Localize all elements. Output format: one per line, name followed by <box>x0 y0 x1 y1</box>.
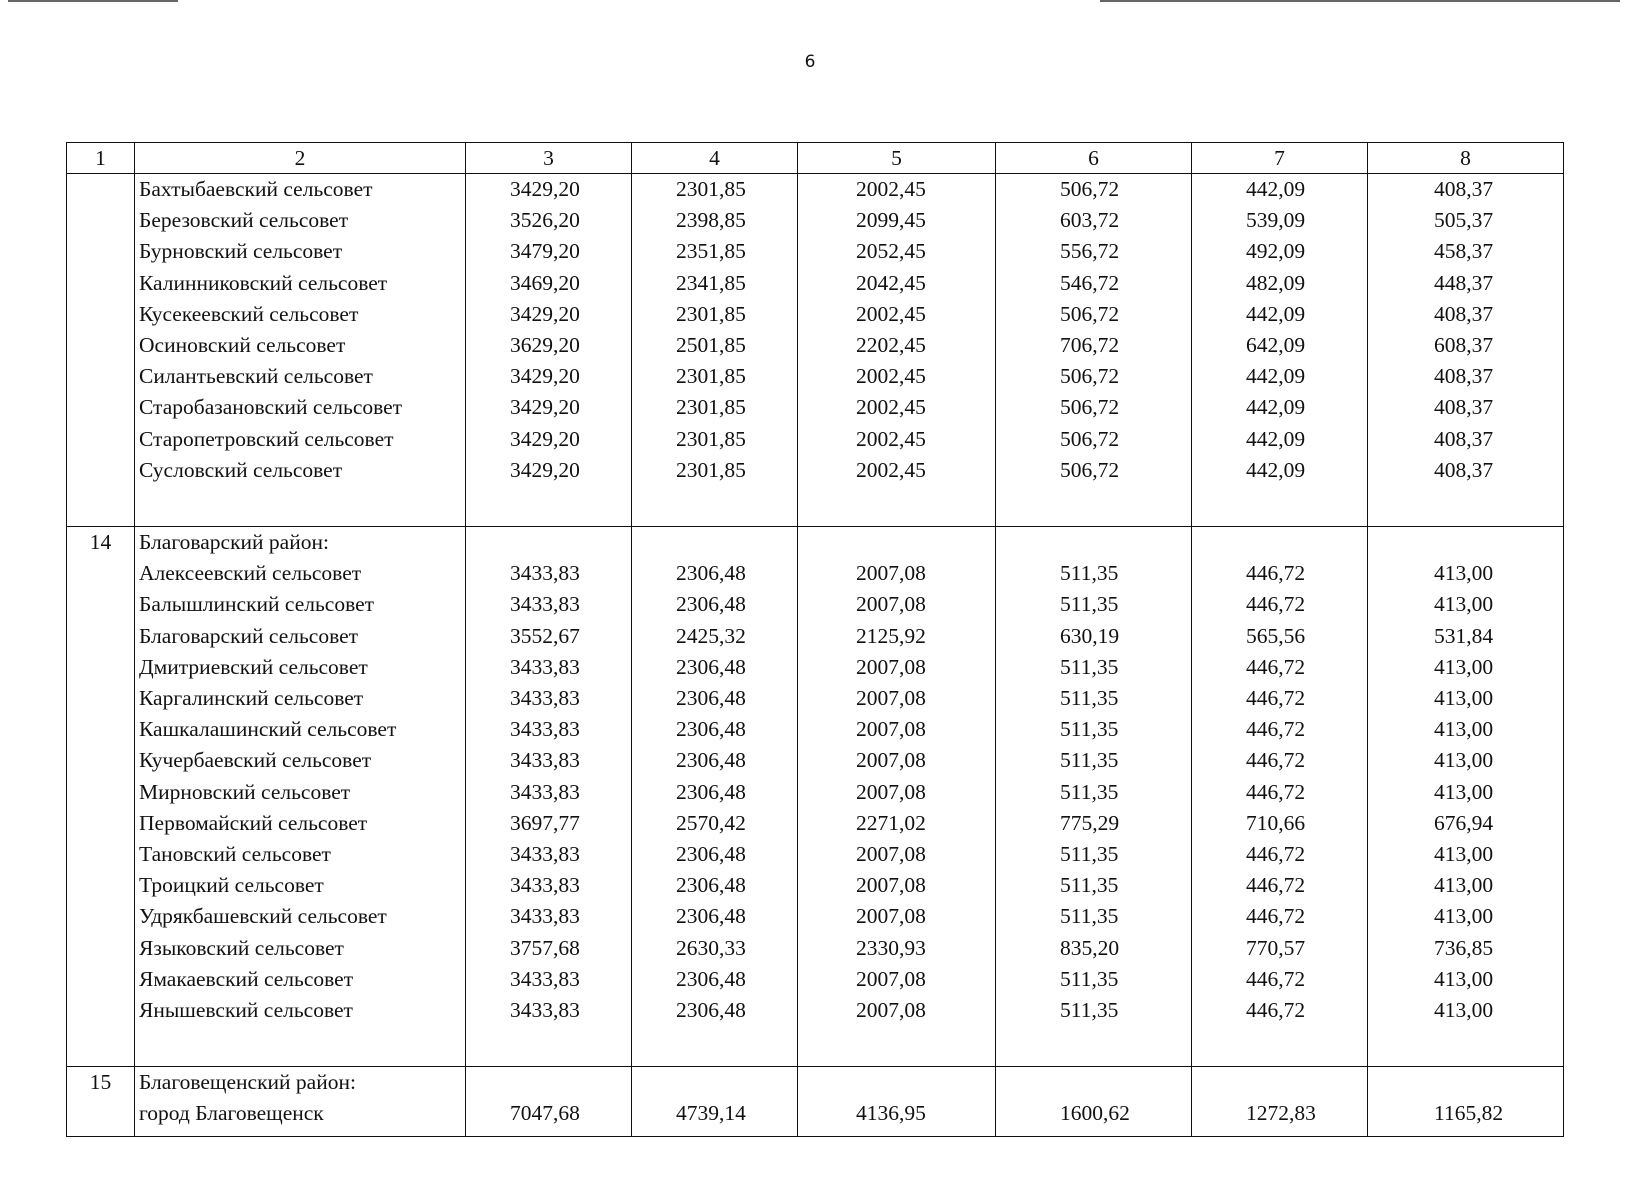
value-col-8: 413,00 <box>1368 745 1564 776</box>
value-col-3: 3429,20 <box>466 392 632 423</box>
value-col-5: 2002,45 <box>798 174 996 206</box>
empty-cell <box>1192 1026 1368 1067</box>
value-col-8: 413,00 <box>1368 777 1564 808</box>
value-col-6: 506,72 <box>996 455 1192 486</box>
value-col-8: 413,00 <box>1368 839 1564 870</box>
value-col-6: 835,20 <box>996 933 1192 964</box>
value-col-7: 446,72 <box>1192 870 1368 901</box>
group-separator-row <box>67 1026 1564 1067</box>
table-row <box>67 330 1564 361</box>
empty-cell <box>798 527 996 559</box>
value-col-4: 2306,48 <box>632 777 798 808</box>
column-header-7: 7 <box>1192 143 1368 174</box>
empty-cell <box>466 486 632 527</box>
value-col-3: 3429,20 <box>466 361 632 392</box>
row-name: Осиновский сельсовет <box>135 330 466 361</box>
value-col-3: 3433,83 <box>466 558 632 589</box>
empty-cell <box>798 1026 996 1067</box>
value-col-4: 2306,48 <box>632 589 798 620</box>
value-col-6: 511,35 <box>996 714 1192 745</box>
table-body <box>67 174 1564 1137</box>
value-col-3: 3433,83 <box>466 995 632 1026</box>
value-col-5: 2007,08 <box>798 995 996 1026</box>
value-col-8: 413,00 <box>1368 558 1564 589</box>
value-col-6: 511,35 <box>996 901 1192 932</box>
column-header-2: 2 <box>135 143 466 174</box>
value-col-3: 3433,83 <box>466 839 632 870</box>
value-col-7: 446,72 <box>1192 901 1368 932</box>
value-col-3: 3433,83 <box>466 964 632 995</box>
value-col-4: 2398,85 <box>632 205 798 236</box>
empty-cell <box>466 1130 632 1137</box>
empty-cell <box>798 1067 996 1099</box>
group-title-row <box>67 1067 1564 1099</box>
value-col-7: 446,72 <box>1192 683 1368 714</box>
value-col-5: 4136,95 <box>798 1098 996 1129</box>
value-col-3: 3433,83 <box>466 777 632 808</box>
row-name: Первомайский сельсовет <box>135 808 466 839</box>
value-col-7: 442,09 <box>1192 455 1368 486</box>
row-name: Дмитриевский сельсовет <box>135 652 466 683</box>
value-col-6: 511,35 <box>996 995 1192 1026</box>
table-row <box>67 455 1564 486</box>
row-name: Калинниковский сельсовет <box>135 268 466 299</box>
top-rule-left <box>8 0 178 2</box>
row-name: Янышевский сельсовет <box>135 995 466 1026</box>
table-row <box>67 558 1564 589</box>
value-col-4: 2570,42 <box>632 808 798 839</box>
value-col-7: 1272,83 <box>1192 1098 1368 1129</box>
value-col-8: 413,00 <box>1368 714 1564 745</box>
value-col-4: 2301,85 <box>632 361 798 392</box>
value-col-3: 3433,83 <box>466 589 632 620</box>
value-col-8: 408,37 <box>1368 392 1564 423</box>
column-header-4: 4 <box>632 143 798 174</box>
table-row <box>67 683 1564 714</box>
value-col-5: 2202,45 <box>798 330 996 361</box>
empty-cell <box>632 486 798 527</box>
value-col-8: 676,94 <box>1368 808 1564 839</box>
row-name: Балышлинский сельсовет <box>135 589 466 620</box>
empty-cell <box>798 486 996 527</box>
value-col-3: 3429,20 <box>466 455 632 486</box>
row-name: Алексеевский сельсовет <box>135 558 466 589</box>
table-row <box>67 808 1564 839</box>
value-col-3: 3552,67 <box>466 621 632 652</box>
value-col-8: 458,37 <box>1368 236 1564 267</box>
row-name: Сусловский сельсовет <box>135 455 466 486</box>
empty-cell <box>466 527 632 559</box>
row-name: Удрякбашевский сельсовет <box>135 901 466 932</box>
row-name: Бурновский сельсовет <box>135 236 466 267</box>
group-title-row <box>67 527 1564 559</box>
value-col-5: 2125,92 <box>798 621 996 652</box>
value-col-7: 565,56 <box>1192 621 1368 652</box>
value-col-5: 2002,45 <box>798 361 996 392</box>
value-col-6: 506,72 <box>996 299 1192 330</box>
empty-cell <box>632 1067 798 1099</box>
value-col-8: 505,37 <box>1368 205 1564 236</box>
table-row <box>67 839 1564 870</box>
row-name: Березовский сельсовет <box>135 205 466 236</box>
value-col-6: 511,35 <box>996 652 1192 683</box>
empty-cell <box>1192 527 1368 559</box>
value-col-4: 2501,85 <box>632 330 798 361</box>
value-col-7: 492,09 <box>1192 236 1368 267</box>
row-name: Старобазановский сельсовет <box>135 392 466 423</box>
value-col-7: 442,09 <box>1192 424 1368 455</box>
value-col-6: 511,35 <box>996 964 1192 995</box>
value-col-7: 446,72 <box>1192 995 1368 1026</box>
value-col-3: 3433,83 <box>466 714 632 745</box>
value-col-7: 446,72 <box>1192 652 1368 683</box>
value-col-6: 511,35 <box>996 683 1192 714</box>
table-row <box>67 777 1564 808</box>
table-row <box>67 745 1564 776</box>
value-col-4: 2306,48 <box>632 652 798 683</box>
value-col-5: 2271,02 <box>798 808 996 839</box>
empty-cell <box>1368 486 1564 527</box>
value-col-3: 3433,83 <box>466 683 632 714</box>
empty-cell <box>135 1130 466 1137</box>
value-col-5: 2007,08 <box>798 870 996 901</box>
group-title: Благоварский район: <box>135 527 466 559</box>
value-col-6: 506,72 <box>996 361 1192 392</box>
value-col-6: 556,72 <box>996 236 1192 267</box>
row-name: Старопетровский сельсовет <box>135 424 466 455</box>
value-col-7: 446,72 <box>1192 589 1368 620</box>
value-col-6: 511,35 <box>996 745 1192 776</box>
value-col-6: 506,72 <box>996 424 1192 455</box>
value-col-3: 3433,83 <box>466 745 632 776</box>
empty-cell <box>1192 486 1368 527</box>
value-col-7: 446,72 <box>1192 558 1368 589</box>
value-col-4: 2306,48 <box>632 995 798 1026</box>
empty-cell <box>1368 1130 1564 1137</box>
value-col-3: 3433,83 <box>466 870 632 901</box>
value-col-5: 2007,08 <box>798 777 996 808</box>
value-col-4: 2341,85 <box>632 268 798 299</box>
group-index-cell <box>67 174 135 527</box>
empty-cell <box>632 1026 798 1067</box>
empty-cell <box>632 1130 798 1137</box>
value-col-4: 2306,48 <box>632 558 798 589</box>
value-col-8: 413,00 <box>1368 870 1564 901</box>
value-col-5: 2002,45 <box>798 455 996 486</box>
value-col-5: 2007,08 <box>798 745 996 776</box>
table-row <box>67 995 1564 1026</box>
value-col-7: 642,09 <box>1192 330 1368 361</box>
table-row <box>67 964 1564 995</box>
value-col-3: 3433,83 <box>466 652 632 683</box>
value-col-7: 442,09 <box>1192 174 1368 206</box>
row-name: Каргалинский сельсовет <box>135 683 466 714</box>
table-row <box>67 268 1564 299</box>
table-row <box>67 174 1564 206</box>
value-col-5: 2007,08 <box>798 839 996 870</box>
table-header <box>67 143 1564 174</box>
value-col-5: 2007,08 <box>798 652 996 683</box>
value-col-4: 2301,85 <box>632 299 798 330</box>
value-col-6: 506,72 <box>996 174 1192 206</box>
value-col-7: 710,66 <box>1192 808 1368 839</box>
value-col-7: 770,57 <box>1192 933 1368 964</box>
table-row <box>67 424 1564 455</box>
column-header-1: 1 <box>67 143 135 174</box>
empty-cell <box>135 486 466 527</box>
value-col-8: 736,85 <box>1368 933 1564 964</box>
table-row <box>67 870 1564 901</box>
value-col-5: 2042,45 <box>798 268 996 299</box>
table-row <box>67 933 1564 964</box>
value-col-7: 539,09 <box>1192 205 1368 236</box>
row-name: Кучербаевский сельсовет <box>135 745 466 776</box>
table-row <box>67 621 1564 652</box>
value-col-7: 446,72 <box>1192 714 1368 745</box>
value-col-6: 603,72 <box>996 205 1192 236</box>
value-col-3: 3429,20 <box>466 174 632 206</box>
value-col-5: 2330,93 <box>798 933 996 964</box>
value-col-8: 448,37 <box>1368 268 1564 299</box>
value-col-6: 511,35 <box>996 870 1192 901</box>
empty-cell <box>1368 1067 1564 1099</box>
value-col-7: 442,09 <box>1192 361 1368 392</box>
value-col-8: 413,00 <box>1368 901 1564 932</box>
column-header-8: 8 <box>1368 143 1564 174</box>
value-col-8: 1165,82 <box>1368 1098 1564 1129</box>
value-col-6: 706,72 <box>996 330 1192 361</box>
value-col-5: 2007,08 <box>798 589 996 620</box>
value-col-4: 2306,48 <box>632 683 798 714</box>
empty-cell <box>798 1130 996 1137</box>
value-col-3: 3433,83 <box>466 901 632 932</box>
value-col-7: 442,09 <box>1192 392 1368 423</box>
value-col-6: 511,35 <box>996 589 1192 620</box>
value-col-6: 506,72 <box>996 392 1192 423</box>
empty-cell <box>1368 527 1564 559</box>
value-col-3: 3429,20 <box>466 299 632 330</box>
value-col-5: 2052,45 <box>798 236 996 267</box>
value-col-4: 2301,85 <box>632 424 798 455</box>
value-col-6: 775,29 <box>996 808 1192 839</box>
value-col-8: 531,84 <box>1368 621 1564 652</box>
value-col-4: 2630,33 <box>632 933 798 964</box>
value-col-6: 511,35 <box>996 558 1192 589</box>
value-col-8: 408,37 <box>1368 424 1564 455</box>
value-col-6: 630,19 <box>996 621 1192 652</box>
table-row <box>67 589 1564 620</box>
value-col-7: 446,72 <box>1192 964 1368 995</box>
row-name: Бахтыбаевский сельсовет <box>135 174 466 206</box>
row-name: Силантьевский сельсовет <box>135 361 466 392</box>
row-name: Тановский сельсовет <box>135 839 466 870</box>
value-col-6: 511,35 <box>996 777 1192 808</box>
empty-cell <box>996 1067 1192 1099</box>
value-col-4: 2301,85 <box>632 455 798 486</box>
value-col-5: 2007,08 <box>798 964 996 995</box>
row-name: Кашкалашинский сельсовет <box>135 714 466 745</box>
table-row <box>67 714 1564 745</box>
row-name: Благоварский сельсовет <box>135 621 466 652</box>
value-col-6: 1600,62 <box>996 1098 1192 1129</box>
value-col-8: 413,00 <box>1368 589 1564 620</box>
group-separator-row <box>67 486 1564 527</box>
data-table <box>66 142 1564 1137</box>
value-col-8: 608,37 <box>1368 330 1564 361</box>
value-col-3: 3429,20 <box>466 424 632 455</box>
row-name: Троицкий сельсовет <box>135 870 466 901</box>
value-col-7: 442,09 <box>1192 299 1368 330</box>
row-name: город Благовещенск <box>135 1098 466 1129</box>
column-header-5: 5 <box>798 143 996 174</box>
row-name: Кусекеевский сельсовет <box>135 299 466 330</box>
value-col-5: 2007,08 <box>798 714 996 745</box>
top-rule-right <box>1100 0 1620 2</box>
table-row <box>67 205 1564 236</box>
value-col-8: 408,37 <box>1368 174 1564 206</box>
value-col-5: 2002,45 <box>798 299 996 330</box>
value-col-6: 546,72 <box>996 268 1192 299</box>
value-col-7: 446,72 <box>1192 777 1368 808</box>
value-col-8: 408,37 <box>1368 455 1564 486</box>
table-row <box>67 1098 1564 1129</box>
empty-cell <box>1192 1130 1368 1137</box>
value-col-8: 413,00 <box>1368 683 1564 714</box>
value-col-4: 2306,48 <box>632 964 798 995</box>
table-row <box>67 299 1564 330</box>
value-col-3: 3629,20 <box>466 330 632 361</box>
column-header-6: 6 <box>996 143 1192 174</box>
table-row <box>67 361 1564 392</box>
value-col-4: 2425,32 <box>632 621 798 652</box>
value-col-6: 511,35 <box>996 839 1192 870</box>
column-header-3: 3 <box>466 143 632 174</box>
value-col-8: 413,00 <box>1368 995 1564 1026</box>
value-col-5: 2007,08 <box>798 683 996 714</box>
empty-cell <box>466 1026 632 1067</box>
empty-cell <box>996 486 1192 527</box>
value-col-5: 2007,08 <box>798 558 996 589</box>
value-col-8: 413,00 <box>1368 652 1564 683</box>
value-col-4: 2306,48 <box>632 839 798 870</box>
empty-cell <box>1368 1026 1564 1067</box>
value-col-3: 3757,68 <box>466 933 632 964</box>
empty-cell <box>632 527 798 559</box>
group-index-cell: 15 <box>67 1067 135 1136</box>
table-row <box>67 901 1564 932</box>
value-col-5: 2002,45 <box>798 392 996 423</box>
empty-cell <box>996 527 1192 559</box>
table-row <box>67 652 1564 683</box>
value-col-5: 2002,45 <box>798 424 996 455</box>
row-name: Языковский сельсовет <box>135 933 466 964</box>
value-col-3: 3479,20 <box>466 236 632 267</box>
value-col-4: 2301,85 <box>632 174 798 206</box>
table-row <box>67 236 1564 267</box>
value-col-5: 2099,45 <box>798 205 996 236</box>
value-col-4: 2306,48 <box>632 901 798 932</box>
value-col-7: 446,72 <box>1192 839 1368 870</box>
value-col-3: 3697,77 <box>466 808 632 839</box>
value-col-8: 408,37 <box>1368 361 1564 392</box>
value-col-3: 3526,20 <box>466 205 632 236</box>
empty-cell <box>135 1026 466 1067</box>
value-col-7: 482,09 <box>1192 268 1368 299</box>
table-end-row <box>67 1130 1564 1137</box>
value-col-4: 2306,48 <box>632 870 798 901</box>
value-col-4: 4739,14 <box>632 1098 798 1129</box>
value-col-4: 2306,48 <box>632 745 798 776</box>
value-col-4: 2351,85 <box>632 236 798 267</box>
value-col-8: 408,37 <box>1368 299 1564 330</box>
value-col-4: 2306,48 <box>632 714 798 745</box>
empty-cell <box>466 1067 632 1099</box>
group-title: Благовещенский район: <box>135 1067 466 1099</box>
row-name: Мирновский сельсовет <box>135 777 466 808</box>
table-row <box>67 392 1564 423</box>
value-col-3: 3469,20 <box>466 268 632 299</box>
empty-cell <box>1192 1067 1368 1099</box>
group-index-cell: 14 <box>67 527 135 1067</box>
value-col-5: 2007,08 <box>798 901 996 932</box>
empty-cell <box>996 1026 1192 1067</box>
row-name: Ямакаевский сельсовет <box>135 964 466 995</box>
value-col-7: 446,72 <box>1192 745 1368 776</box>
value-col-4: 2301,85 <box>632 392 798 423</box>
empty-cell <box>996 1130 1192 1137</box>
value-col-3: 7047,68 <box>466 1098 632 1129</box>
page-number: 6 <box>804 52 816 72</box>
value-col-8: 413,00 <box>1368 964 1564 995</box>
